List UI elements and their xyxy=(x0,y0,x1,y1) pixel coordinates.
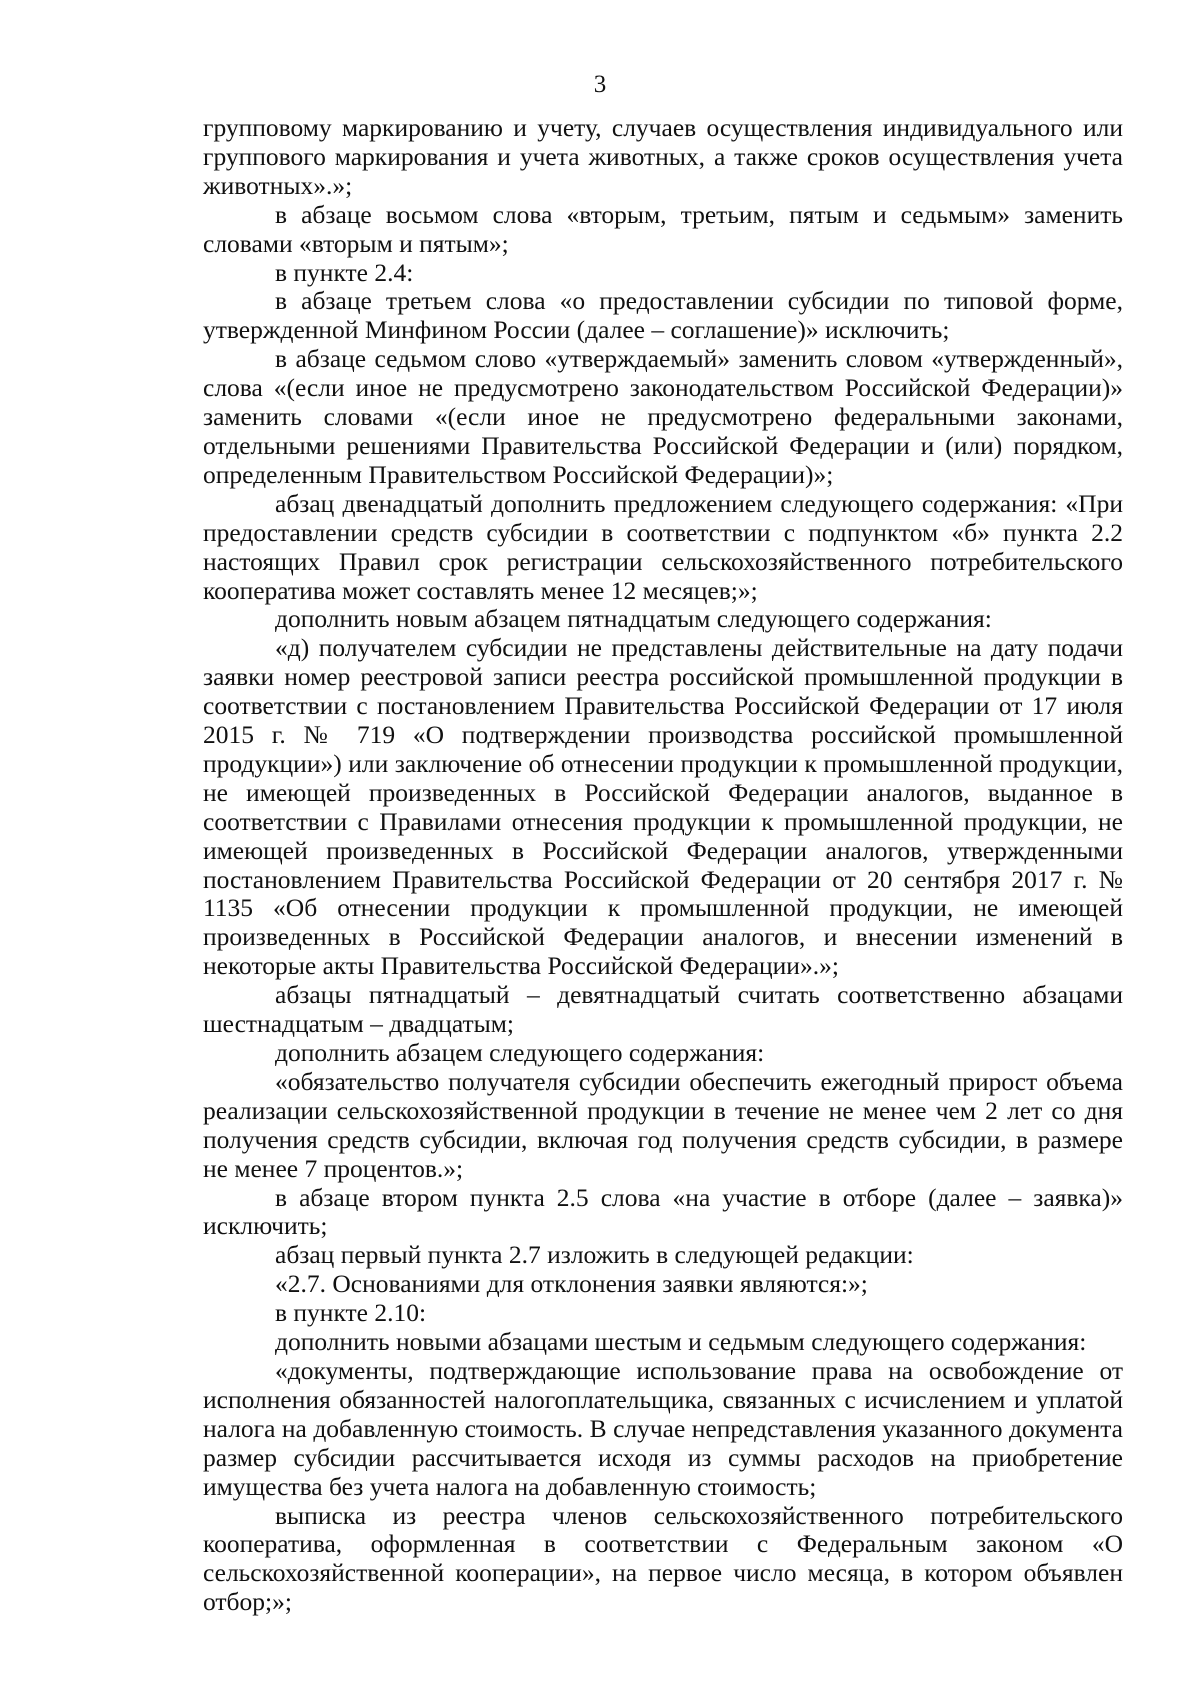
paragraph: «2.7. Основаниями для отклонения заявки являются:»; xyxy=(275,1269,868,1299)
paragraph: в пункте 2.4: xyxy=(275,257,414,287)
paragraph: в абзаце седьмом слово «утверждаемый» заменить словом «утвержденный», слова «(если иное не предусмотрено законодательством Российской Федерации)» заменить словами «(если иное не предусмотрено федеральными законами, отдельными решениями Правительства Российской Федерации и (или) порядком, определенным Правительством Российской Федерации)»; xyxy=(203,344,1123,489)
paragraph: дополнить новыми абзацами шестым и седьмым следующего содержания: xyxy=(275,1327,1087,1357)
paragraph: дополнить новым абзацем пятнадцатым следующего содержания: xyxy=(275,604,992,634)
paragraph: «документы, подтверждающие использование права на освобождение от исполнения обязанностей налогоплательщика, связанных с исчислением и уплатой налога на добавленную стоимость. В случае непредставления указанного документа размер субсидии рассчитывается исходя из суммы расходов на приобретение имущества без учета налога на добавленную стоимость; xyxy=(203,1355,1123,1501)
paragraph: абзацы пятнадцатый – девятнадцатый считать соответственно абзацами шестнадцатым – двадцатым; xyxy=(203,980,1123,1039)
paragraph: в абзаце третьем слова «о предоставлении субсидии по типовой форме, утвержденной Минфином России (далее – соглашение)» исключить; xyxy=(203,286,1123,345)
paragraph: в абзаце восьмом слова «вторым, третьим, пятым и седьмым» заменить словами «вторым и пятым»; xyxy=(203,199,1123,258)
paragraph: дополнить абзацем следующего содержания: xyxy=(275,1038,765,1067)
paragraph: «обязательство получателя субсидии обеспечить ежегодный прирост объема реализации сельскохозяйственной продукции в течение не менее чем 2 лет со дня получения средств субсидии, включая год получения средств субсидии, в размере не менее 7 процентов.»; xyxy=(203,1066,1123,1183)
paragraph: групповому маркированию и учету, случаев осуществления индивидуального или группового маркирования и учета животных, а также сроков осуществления учета животных».»; xyxy=(203,113,1123,200)
paragraph: абзац двенадцатый дополнить предложением следующего содержания: «При предоставлении средств субсидии в соответствии с подпунктом «б» пункта 2.2 настоящих Правил срок регистрации сельскохозяйственного потребительского кооператива может составлять менее 12 месяцев;»; xyxy=(203,488,1123,605)
paragraph: в абзаце втором пункта 2.5 слова «на участие в отборе (далее – заявка)» исключить; xyxy=(203,1182,1123,1241)
paragraph: абзац первый пункта 2.7 изложить в следующей редакции: xyxy=(275,1240,914,1270)
document-body xyxy=(203,114,1123,1617)
paragraph: в пункте 2.10: xyxy=(275,1298,427,1328)
paragraph: «д) получателем субсидии не представлены действительные на дату подачи заявки номер реестровой записи реестра российской промышленной продукции в соответствии с постановлением Правительства Российской Федерации от 17 июля 2015 г. № 719 «О подтверждении производства российской промышленной продукции») или заключение об отнесении продукции к промышленной продукции, не имеющей произведенных в Российской Федерации аналогов, выданное в соответствии с Правилами отнесения продукции к промышленной продукции, не имеющей произведенных в Российской Федерации аналогов, утвержденными постановлением Правительства Российской Федерации от 20 сентября 2017 г. № 1135 «Об отнесении продукции к промышленной продукции, не имеющей произведенных в Российской Федерации аналогов, и внесении изменений в некоторые акты Правительства Российской Федерации».»; xyxy=(203,633,1123,981)
paragraph: выписка из реестра членов сельскохозяйственного потребительского кооператива, оформленная в соответствии с Федеральным законом «О сельскохозяйственной кооперации», на первое число месяца, в котором объявлен отбор;»; xyxy=(203,1500,1123,1617)
page-number: 3 xyxy=(593,71,607,98)
